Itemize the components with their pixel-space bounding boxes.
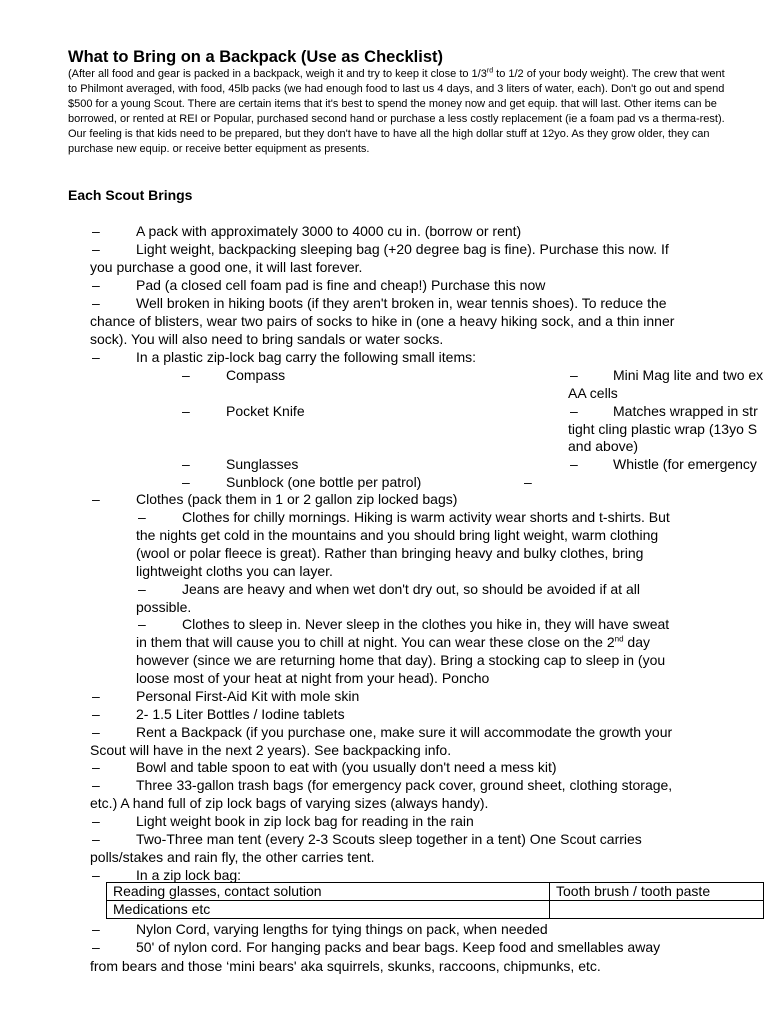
clothes-chilly-cont-3: lightweight cloths you can layer. (136, 563, 333, 579)
bullet-dash: – (92, 777, 100, 793)
subitem-pocket-knife: Pocket Knife (226, 403, 305, 419)
clothes-sleep-cont-1 (136, 633, 650, 651)
table-cell: Reading glasses, contact solution (107, 883, 550, 901)
clothes-chilly-cont-1: the nights get cold in the mountains and you should bring light weight, warm clothing (136, 527, 659, 543)
bullet-dash: – (138, 616, 146, 632)
bullet-dash: – (182, 367, 190, 383)
bullet-dash: – (92, 813, 100, 829)
item-zip-lock-bag: In a zip lock bag: (136, 867, 242, 883)
zip-lock-items-table (106, 882, 764, 919)
bullet-dash: – (92, 688, 100, 704)
bullet-dash: – (92, 295, 100, 311)
bullet-dash: – (570, 456, 578, 472)
bullet-dash: – (92, 349, 100, 365)
subitem-whistle: Whistle (for emergency (613, 456, 757, 472)
intro-text-1: (After all food and gear is packed in a backpack, weigh it and try to keep it close to 1/3 (68, 68, 487, 80)
table-row (107, 883, 764, 901)
bullet-dash: – (92, 831, 100, 847)
item-bowl-spoon: Bowl and table spoon to eat with (you usually don't need a mess kit) (136, 759, 557, 775)
table-cell: Tooth brush / tooth paste (550, 883, 764, 901)
item-sleeping-bag-cont: you purchase a good one, it will last forever. (90, 259, 363, 275)
subitem-compass: Compass (226, 367, 286, 383)
item-pack: A pack with approximately 3000 to 4000 cu in. (borrow or rent) (136, 223, 522, 239)
item-tent-cont: polls/stakes and rain fly, the other carries tent. (90, 849, 375, 865)
item-boots: Well broken in hiking boots (if they aren't broken in, wear tennis shoes). To reduce the (136, 295, 667, 311)
bullet-dash: – (92, 921, 100, 937)
item-book: Light weight book in zip lock bag for reading in the rain (136, 813, 474, 829)
item-bottles: 2- 1.5 Liter Bottles / Iodine tablets (136, 706, 345, 722)
item-tent: Two-Three man tent (every 2-3 Scouts sleep together in a tent) One Scout carries (136, 831, 642, 847)
clothes-sleep: Clothes to sleep in. Never sleep in the clothes you hike in, they will have sweat (182, 616, 670, 632)
subitem-sunglasses: Sunglasses (226, 456, 299, 472)
bullet-dash: – (138, 509, 146, 525)
bullet-dash: – (182, 456, 190, 472)
clothes-sleep-cont-1-end: day (623, 634, 650, 650)
item-pad: Pad (a closed cell foam pad is fine and cheap!) Purchase this now (136, 277, 546, 293)
item-first-aid: Personal First-Aid Kit with mole skin (136, 688, 360, 704)
item-trash-bags: Three 33-gallon trash bags (for emergency pack cover, ground sheet, clothing storage, (136, 777, 673, 793)
item-50ft-cord-cont: from bears and those ‘mini bears' aka squirrels, skunks, raccoons, chipmunks, etc. (90, 958, 601, 974)
bullet-dash: – (92, 241, 100, 257)
subitem-matches-cont-1: tight cling plastic wrap (13yo S (568, 421, 758, 437)
bullet-dash: – (570, 367, 578, 383)
clothes-chilly: Clothes for chilly mornings. Hiking is warm activity wear shorts and t-shirts. But (182, 509, 670, 525)
clothes-chilly-cont-2: (wool or polar fleece is great). Rather than bringing heavy and bulky clothes, bring (136, 545, 644, 561)
item-rent-backpack: Rent a Backpack (if you purchase one, make sure it will accommodate the growth your (136, 724, 673, 740)
subitem-mini-mag: Mini Mag lite and two ex (613, 367, 764, 383)
subitem-mini-mag-cont: AA cells (568, 385, 618, 401)
section-heading: Each Scout Brings (68, 187, 193, 203)
subitem-sunblock: Sunblock (one bottle per patrol) (226, 474, 422, 490)
bullet-dash: – (92, 706, 100, 722)
item-trash-bags-cont: etc.) A hand full of zip lock bags of varying sizes (always handy). (90, 795, 489, 811)
bullet-dash: – (92, 939, 100, 955)
item-50ft-cord: 50' of nylon cord. For hanging packs and bear bags. Keep food and smellables away (136, 939, 661, 955)
clothes-sleep-cont-3: loose most of your heat at night from your head). Poncho (136, 670, 490, 686)
bullet-dash: – (138, 581, 146, 597)
subitem-matches-cont-2: and above) (568, 438, 639, 454)
item-clothes: Clothes (pack them in 1 or 2 gallon zip locked bags) (136, 491, 458, 507)
item-rent-backpack-cont: Scout will have in the next 2 years). See backpacking info. (90, 742, 452, 758)
bullet-dash: – (570, 403, 578, 419)
item-nylon-cord: Nylon Cord, varying lengths for tying things on pack, when needed (136, 921, 548, 937)
item-boots-cont-1: chance of blisters, wear two pairs of socks to hike in (one a heavy hiking sock, and a thin inner (90, 313, 675, 329)
page-title: What to Bring on a Backpack (Use as Checklist) (68, 48, 444, 66)
bullet-dash: – (92, 223, 100, 239)
clothes-jeans: Jeans are heavy and when wet don't dry out, so should be avoided if at all (182, 581, 640, 597)
intro-text-2: to 1/2 of your body weight). The crew that went to Philmont averaged, with food, 45lb packs (we had enough food to last us 4 days, and 3 liters of water, each). Don't go out and spend $500 for a young Scout. There are certain items that it's best to spend the money now and get equip. that will last. Other items can be borrowed, or rented at REI or Popular, purchased second hand or purchase a less costly replacement (ie a foam pad vs a therma-rest). Our feeling is that kids need to be prepared, but they don't have to have all the high dollar stuff at 12yo. As they grow older, they can purchase new equip. or receive better equipment as presents. (68, 68, 725, 155)
item-zip-lock-small: In a plastic zip-lock bag carry the following small items: (136, 349, 477, 365)
bullet-dash: – (92, 491, 100, 507)
bullet-dash: – (92, 759, 100, 775)
clothes-sleep-cont-1-text: in them that will cause you to chill at night. You can wear these close on the 2 (136, 634, 615, 650)
table-cell: Medications etc (107, 901, 550, 919)
clothes-sleep-superscript: nd (614, 634, 624, 644)
item-boots-cont-2: sock). You will also need to bring sandals or water socks. (90, 331, 444, 347)
intro-superscript: rd (486, 67, 494, 75)
bullet-dash: – (92, 277, 100, 293)
table-cell (550, 901, 764, 919)
intro-paragraph (68, 67, 728, 157)
bullet-dash: – (524, 474, 532, 490)
table-row (107, 901, 764, 919)
bullet-dash: – (92, 867, 100, 883)
bullet-dash: – (182, 474, 190, 490)
subitem-matches: Matches wrapped in str (613, 403, 758, 419)
clothes-sleep-cont-2: however (since we are returning home that day). Bring a stocking cap to sleep in (you (136, 652, 666, 668)
bullet-dash: – (92, 724, 100, 740)
item-sleeping-bag: Light weight, backpacking sleeping bag (+20 degree bag is fine). Purchase this now. If (136, 241, 669, 257)
clothes-jeans-cont: possible. (136, 599, 192, 615)
bullet-dash: – (182, 403, 190, 419)
